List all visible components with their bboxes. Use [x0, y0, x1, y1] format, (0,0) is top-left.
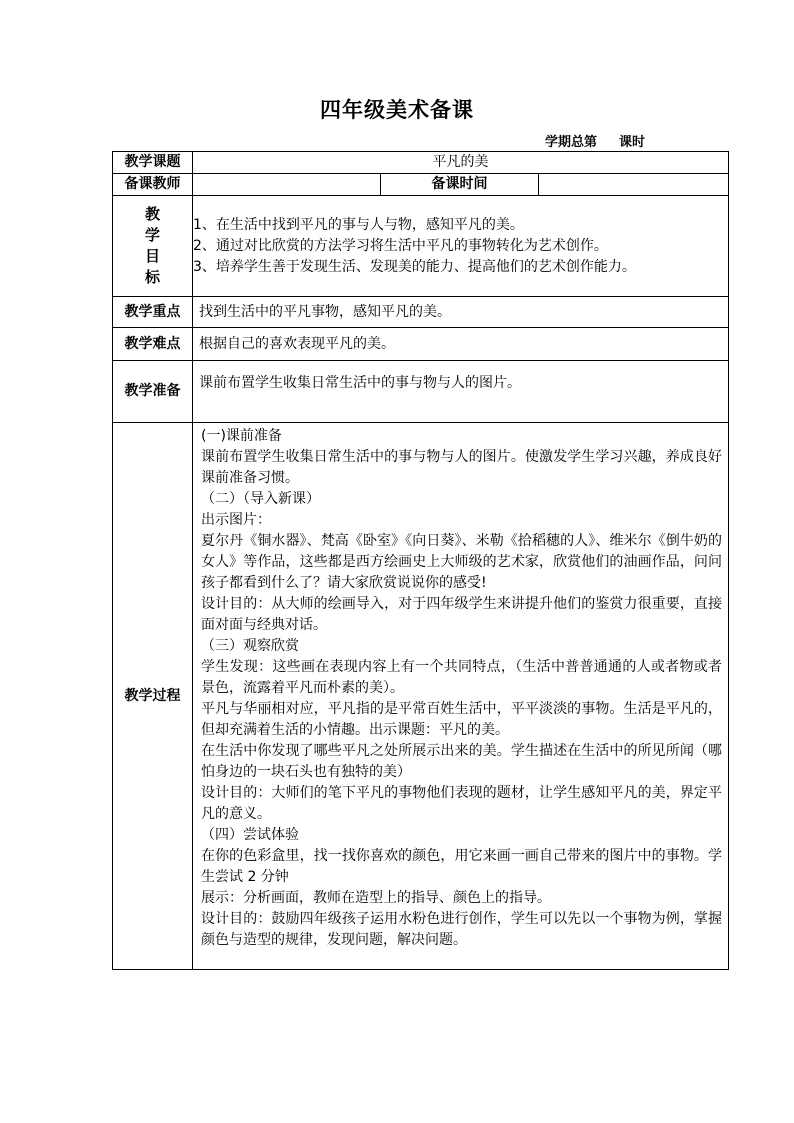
- process-paragraph: （三）观察欣赏: [201, 638, 299, 654]
- process-paragraph: (一)课前准备: [201, 428, 282, 444]
- topic-label: 教学课题: [113, 152, 193, 174]
- process-paragraph: （四）尝试体验: [201, 827, 299, 843]
- process-paragraph: 设计目的：大师们的笔下平凡的事物他们表现的题材，让学生感知平凡的美，界定平凡的意义。: [201, 785, 722, 822]
- goals-label-char: 教: [144, 205, 160, 223]
- prep-time-value: [539, 174, 729, 196]
- document-title: 四年级美术备课: [320, 98, 474, 122]
- process-content: [193, 423, 729, 970]
- term-prefix: 学期总第: [545, 135, 598, 150]
- key-point-label: 教学重点: [113, 297, 193, 328]
- lesson-plan-table: [112, 151, 729, 970]
- process-paragraph: 设计目的：从大师的绘画导入，对于四年级学生来讲提升他们的鉴赏力很重要，直接面对面与经典对话。: [201, 596, 722, 633]
- goal-item: 3、培养学生善于发现生活、发现美的能力、提高他们的艺术创作能力。: [193, 258, 636, 275]
- key-point-row: [113, 297, 729, 328]
- prep-time-label: 备课时间: [381, 174, 539, 196]
- process-paragraph: 平凡与华丽相对应，平凡指的是平常百姓生活中，平平淡淡的事物。生活是平凡的，但却充满着生活的小情趣。出示课题：平凡的美。: [201, 701, 722, 738]
- goals-row: [113, 196, 729, 297]
- process-paragraph: 课前布置学生收集日常生活中的事与物与人的图片。使激发学生学习兴趣，养成良好课前准备习惯。: [201, 449, 722, 486]
- process-paragraph: 设计目的：鼓励四年级孩子运用水粉色进行创作，学生可以先以一个事物为例，掌握颜色与造型的规律，发现问题，解决问题。: [201, 911, 722, 948]
- process-paragraph: 在你的色彩盒里，找一找你喜欢的颜色，用它来画一画自己带来的图片中的事物。学生尝试 2 分钟: [201, 848, 722, 885]
- goal-item: 2、通过对比欣赏的方法学习将生活中平凡的事物转化为艺术创作。: [193, 237, 608, 254]
- preparation-value: 课前布置学生收集日常生活中的事与物与人的图片。: [193, 361, 729, 423]
- process-paragraph: 夏尔丹《铜水器》、梵高《卧室》《向日葵》、米勒《拾稻穗的人》、维米尔《倒牛奶的女人》等作品，这些都是西方绘画史上大师级的艺术家，欣赏他们的油画作品，问问孩子都看到什么了？请大家欣赏说说你的感受!: [201, 533, 722, 591]
- preparation-row: [113, 361, 729, 423]
- process-paragraph: （二）（导入新课）: [201, 491, 320, 507]
- teacher-row: [113, 174, 729, 196]
- process-paragraph: 出示图片：: [201, 512, 271, 528]
- process-paragraph: 在生活中你发现了哪些平凡之处所展示出来的美。学生描述在生活中的所见所闻（哪怕身边的一块石头也有独特的美）: [201, 743, 722, 780]
- topic-row: [113, 152, 729, 174]
- key-point-value: 找到生活中的平凡事物，感知平凡的美。: [193, 297, 729, 328]
- difficulty-value: 根据自己的喜欢表现平凡的美。: [193, 328, 729, 361]
- difficulty-row: [113, 328, 729, 361]
- process-row: [113, 423, 729, 970]
- teacher-value: [193, 174, 381, 196]
- term-counter: [545, 131, 645, 150]
- topic-value: 平凡的美: [193, 152, 729, 174]
- goals-label: [113, 196, 193, 297]
- goal-item: 1、在生活中找到平凡的事与人与物，感知平凡的美。: [193, 216, 524, 233]
- process-paragraph: 学生发现：这些画在表现内容上有一个共同特点，（生活中普普通通的人或者物或者景色，流露着平凡而朴素的美）。: [201, 659, 722, 696]
- process-paragraph: 展示：分析画面，教师在造型上的指导、颜色上的指导。: [201, 890, 551, 906]
- process-label: 教学过程: [113, 423, 193, 970]
- goals-label-char: 学: [144, 226, 160, 244]
- teacher-label: 备课教师: [113, 174, 193, 196]
- term-suffix: 课时: [619, 135, 646, 150]
- goals-label-char: 目: [144, 247, 160, 265]
- preparation-label: 教学准备: [113, 361, 193, 423]
- goals-label-char: 标: [144, 268, 160, 286]
- difficulty-label: 教学难点: [113, 328, 193, 361]
- goals-content: [193, 196, 729, 297]
